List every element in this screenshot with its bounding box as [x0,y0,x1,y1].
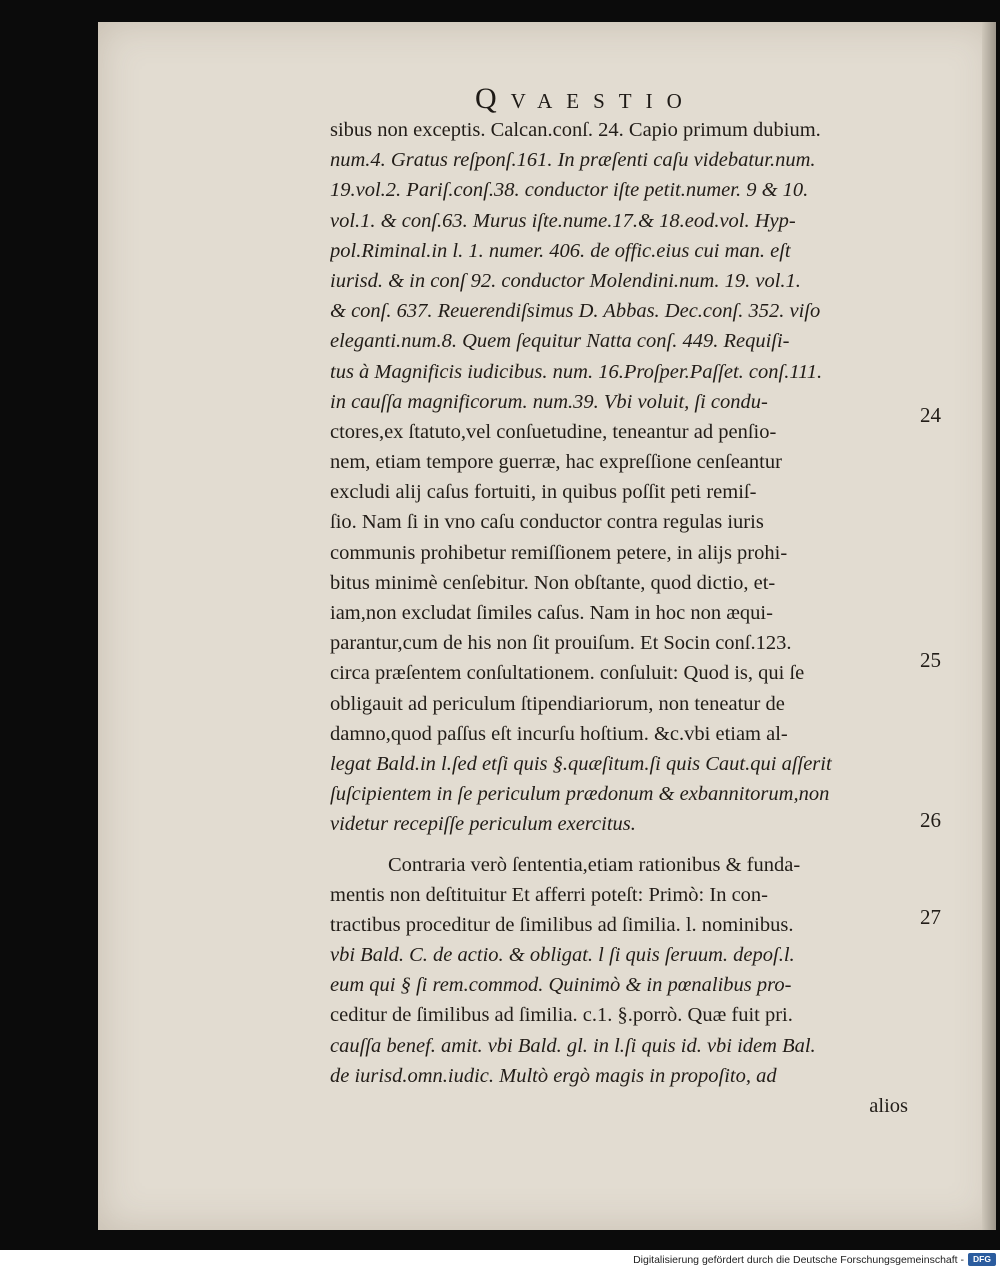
margin-number: 24 [920,403,941,427]
text-line: tus à Magnificis iudicibus. num. 16.Proſper.Paſſet. conſ.111. [330,360,823,383]
footer-credit: Digitalisierung gefördert durch die Deutsche Forschungsgemeinschaft - [633,1254,964,1266]
text-line: damno,quod paſſus eſt incurſu hoſtium. &c.vbi etiam al- [330,722,788,745]
margin-number: 26 [920,808,941,832]
page-text-block [330,115,918,1121]
margin-number: 25 [920,648,941,672]
text-line: eleganti.num.8. Quem ſequitur Natta conſ. 449. Requiſi- [330,330,790,353]
text-line: vol.1. & conſ.63. Murus iſte.nume.17.& 18.eod.vol. Hyp- [330,209,796,232]
text-line: videtur recepiſſe periculum exercitus. [330,813,636,836]
text-line: 19.vol.2. Pariſ.conſ.38. conductor iſte petit.numer. 9 & 10. [330,179,809,202]
text-line: Contraria verò ſententia,etiam rationibus & funda- [388,853,801,876]
text-line: cauſſa benef. amit. vbi Bald. gl. in l.ſi quis id. vbi idem Bal. [330,1034,816,1057]
text-line: de iurisd.omn.iudic. Multò ergò magis in propoſito, ad [330,1064,777,1087]
running-head: Qvaestio [475,82,696,115]
text-line: num.4. Gratus reſponſ.161. In præſenti caſu videbatur.num. [330,149,816,172]
text-line: mentis non deſtituitur Et afferri poteſt: Primò: In con- [330,883,769,906]
text-line: legat Bald.in l.ſed etſi quis §.quæſitum.ſi quis Caut.qui aſſerit [330,752,832,775]
text-line: iam,non excludat ſimiles caſus. Nam in hoc non æqui- [330,602,773,624]
text-line: eum qui § ſi rem.commod. Quinimò & in pœnalibus pro- [330,974,792,997]
text-line: iurisd. & in conſ 92. conductor Molendini.num. 19. vol.1. [330,269,801,292]
text-line: obligauit ad periculum ſtipendiariorum, non teneatur de [330,692,785,715]
text-line: & conſ. 637. Reuerendiſsimus D. Abbas. Dec.conſ. 352. viſo [330,300,821,323]
text-line: bitus minimè cenſebitur. Non obſtante, quod dictio, et- [330,571,776,594]
text-line: tractibus proceditur de ſimilibus ad ſimilia. l. nominibus. [330,913,794,936]
text-line: ctores,ex ſtatuto,vel conſuetudine, teneantur ad penſio- [330,420,777,443]
footer-bar [0,1250,1000,1269]
text-line: ſio. Nam ſi in vno caſu conductor contra regulas iuris [330,511,764,534]
margin-number: 27 [920,905,941,929]
text-line: sibus non exceptis. Calcan.conſ. 24. Capio primum dubium. [330,119,821,141]
text-line: excludi alij caſus fortuiti, in quibus poſſit peti remiſ- [330,481,757,504]
catchword: alios [869,1095,908,1117]
text-line: circa præſentem conſultationem. conſuluit: Quod is, qui ſe [330,662,805,685]
text-line: nem, etiam tempore guerræ, hac expreſſione cenſeantur [330,451,782,474]
text-line: vbi Bald. C. de actio. & obligat. l ſi quis ſeruum. depoſ.l. [330,944,795,967]
dfg-logo: DFG [968,1253,996,1266]
text-line: parantur,cum de his non ſit prouiſum. Et Socin conſ.123. [330,632,792,655]
text-line: pol.Riminal.in l. 1. numer. 406. de offic.eius cui man. eſt [330,239,791,262]
text-line: in cauſſa magnificorum. num.39. Vbi voluit, ſi condu- [330,390,768,413]
page-edge [982,22,996,1230]
text-line: communis prohibetur remiſſionem petere, in alijs prohi- [330,541,788,564]
text-line: ſuſcipientem in ſe periculum prædonum & exbannitorum,non [330,783,830,806]
text-line: ceditur de ſimilibus ad ſimilia. c.1. §.porrò. Quæ fuit pri. [330,1004,793,1027]
